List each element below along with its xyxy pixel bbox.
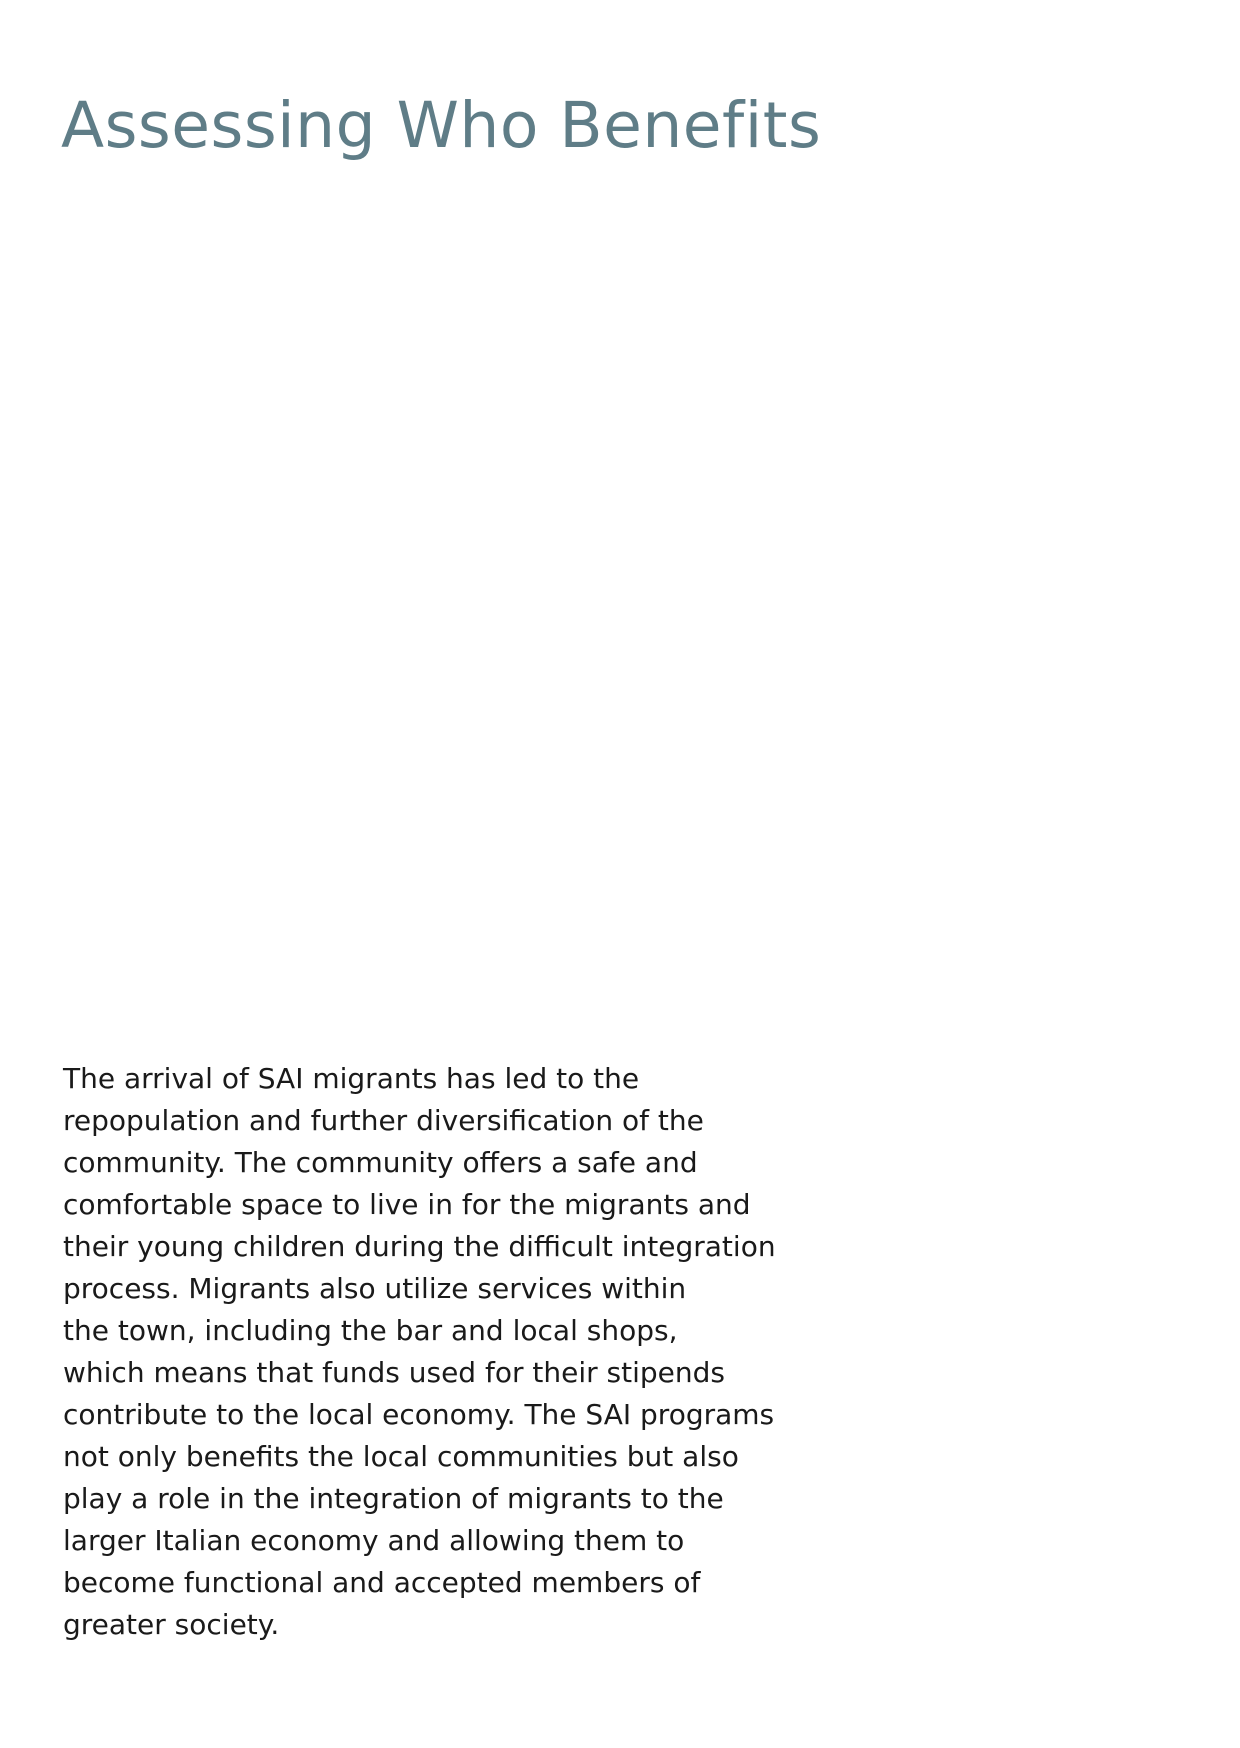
paragraph-line: not only benefits the local communities but also xyxy=(63,1440,739,1473)
paragraph-line: larger Italian economy and allowing them to xyxy=(63,1524,685,1557)
page-title: Assessing Who Benefits xyxy=(61,89,822,162)
paragraph-line: The arrival of SAI migrants has led to the xyxy=(63,1062,640,1095)
paragraph-line: play a role in the integration of migrants to the xyxy=(63,1482,724,1515)
paragraph-line: repopulation and further diversification of the xyxy=(63,1104,704,1137)
paragraph-line: greater society. xyxy=(63,1608,280,1641)
body-paragraph xyxy=(63,1058,776,1646)
paragraph-line: community. The community offers a safe and xyxy=(63,1146,698,1179)
paragraph-line: become functional and accepted members of xyxy=(63,1566,701,1599)
paragraph-line: the town, including the bar and local shops, xyxy=(63,1314,678,1347)
paragraph-line: process. Migrants also utilize services within xyxy=(63,1272,687,1305)
paragraph-line: their young children during the difficult integration xyxy=(63,1230,776,1263)
paragraph-line: which means that funds used for their stipends xyxy=(63,1356,725,1389)
paragraph-line: comfortable space to live in for the migrants and xyxy=(63,1188,751,1221)
paragraph-line: contribute to the local economy. The SAI programs xyxy=(63,1398,775,1431)
